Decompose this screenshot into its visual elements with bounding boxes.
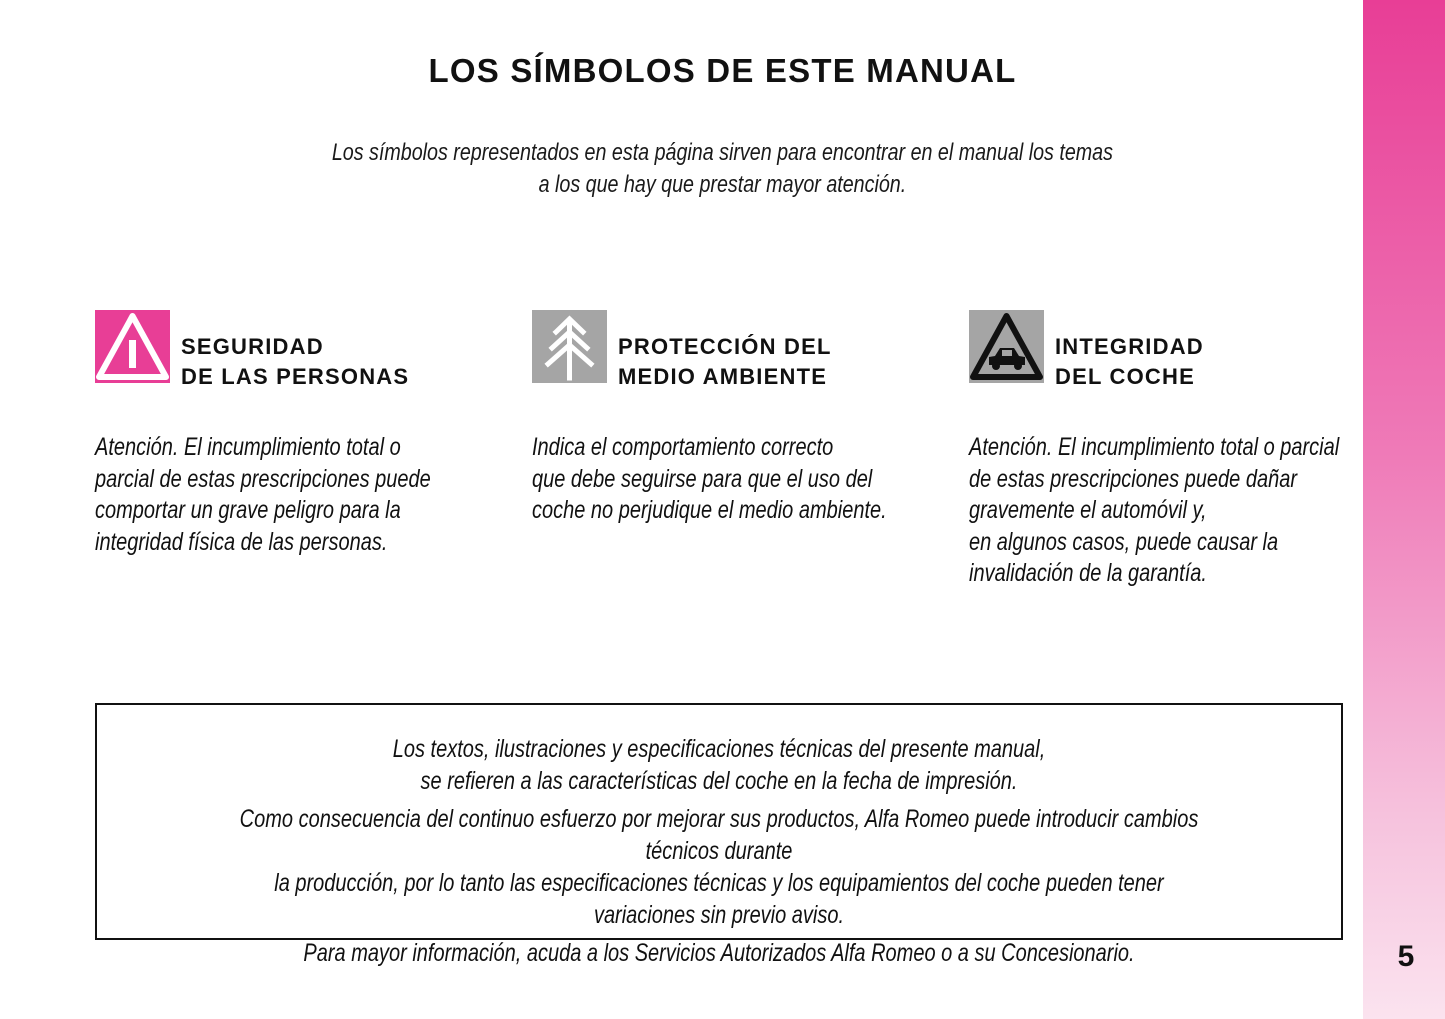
symbol-description xyxy=(969,432,1339,590)
car-warning-icon xyxy=(969,310,1044,383)
notice-paragraph xyxy=(221,733,1216,797)
description-line: Indica el comportamiento correcto xyxy=(532,433,834,461)
intro-line: Los símbolos representados en esta página sirven para encontrar en el manual los temas xyxy=(331,139,1113,166)
description-line: coche no perjudique el medio ambiente. xyxy=(532,496,887,524)
intro-line: a los que hay que prestar mayor atención. xyxy=(538,171,907,198)
description-line: Atención. El incumplimiento total o parcial xyxy=(969,433,1340,461)
heading-line: MEDIO AMBIENTE xyxy=(618,364,828,389)
notice-paragraph xyxy=(221,803,1216,931)
symbol-heading xyxy=(1055,332,1204,392)
heading-line: SEGURIDAD xyxy=(181,334,324,359)
description-line: de estas prescripciones puede dañar xyxy=(969,464,1297,493)
symbol-heading xyxy=(618,332,832,392)
notice-line: se refieren a las características del coche en la fecha de impresión. xyxy=(420,767,1018,795)
description-line: en algunos casos, puede causar la xyxy=(969,527,1279,556)
notice-line: la producción, por lo tanto las especificaciones técnicas y los equipamientos del coche pueden tener variaciones sin previo aviso. xyxy=(274,869,1164,929)
side-color-band xyxy=(1363,0,1445,1019)
description-line: comportar un grave peligro para la xyxy=(95,496,401,524)
symbol-description xyxy=(532,432,887,527)
description-line: integridad física de las personas. xyxy=(95,527,388,556)
symbol-heading xyxy=(181,332,409,392)
description-line: Atención. El incumplimiento total o xyxy=(95,433,401,461)
description-line: gravemente el automóvil y, xyxy=(969,496,1207,524)
description-line: parcial de estas prescripciones puede xyxy=(95,464,431,493)
description-line: invalidación de la garantía. xyxy=(969,559,1207,587)
warning-triangle-icon xyxy=(95,310,170,383)
symbol-description xyxy=(95,432,431,558)
intro-text xyxy=(130,137,1315,201)
description-line: que debe seguirse para que el uso del xyxy=(532,464,873,493)
heading-line: INTEGRIDAD xyxy=(1055,334,1204,359)
notice-paragraph xyxy=(221,937,1216,969)
heading-line: DEL COCHE xyxy=(1055,364,1195,389)
notice-line: Los textos, ilustraciones y especificaciones técnicas del presente manual, xyxy=(392,735,1046,763)
page-title: LOS SÍMBOLOS DE ESTE MANUAL xyxy=(428,52,1017,89)
notice-text xyxy=(221,733,1216,975)
heading-line: PROTECCIÓN DEL xyxy=(618,334,832,359)
tree-icon xyxy=(532,310,607,383)
page-number: 5 xyxy=(1397,940,1415,973)
heading-line: DE LAS PERSONAS xyxy=(181,364,410,389)
notice-line: Como consecuencia del continuo esfuerzo por mejorar sus productos, Alfa Romeo puede introducir cambios técnicos durante xyxy=(239,805,1199,865)
notice-line: Para mayor información, acuda a los Servicios Autorizados Alfa Romeo o a su Concesionario. xyxy=(303,939,1135,967)
notice-box xyxy=(95,703,1343,967)
